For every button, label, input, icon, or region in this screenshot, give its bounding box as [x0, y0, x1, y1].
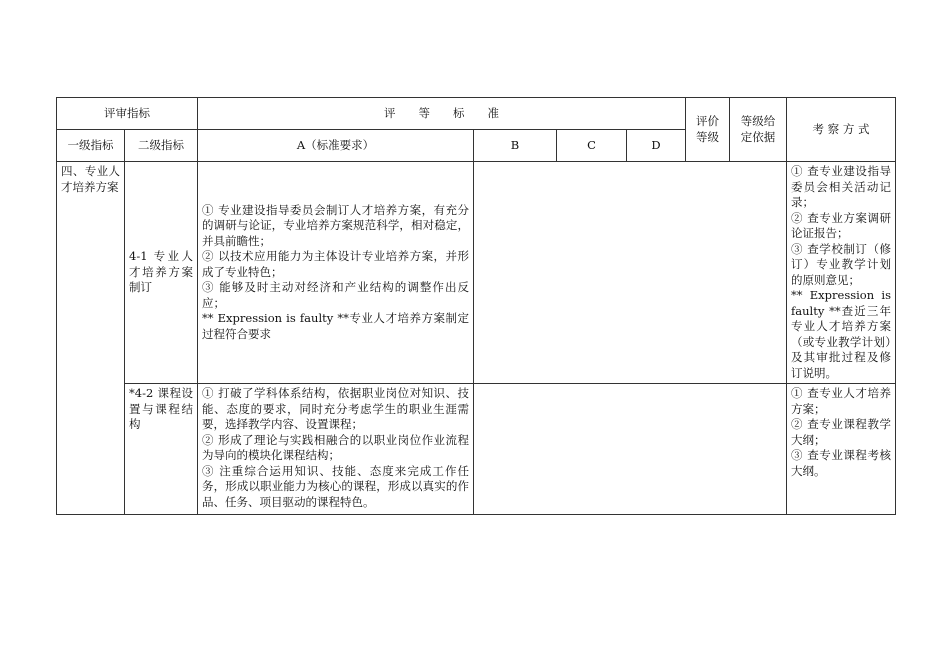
standard-a-line: ② 形成了理论与实践相融合的以职业岗位作业流程为导向的模块化课程结构； — [202, 432, 469, 462]
header-review-indicator: 评审指标 — [57, 98, 198, 130]
header-col-c: C — [557, 130, 627, 162]
method-line: ② 查专业方案调研论证报告； — [791, 210, 891, 240]
method-cell — [787, 384, 896, 515]
header-grade: 评价 等级 — [686, 98, 730, 162]
method-line: ** Expression is faulty **查近三年专业人才培养方案（或专业教学计划）及其审批过程及修订说明。 — [791, 288, 891, 380]
method-line: ② 查专业课程教学大纲； — [791, 417, 891, 447]
header-level2: 二级指标 — [125, 130, 198, 162]
level1-indicator: 四、专业人才培养方案 — [57, 162, 125, 515]
standard-a-line: ① 专业建设指导委员会制订人才培养方案，有充分的调研与论证，专业培养方案规范科学，相对稳定，并具前瞻性； — [202, 202, 469, 248]
header-standard: 评 等 标 准 — [198, 98, 686, 130]
header-level1: 一级指标 — [57, 130, 125, 162]
header-col-d: D — [627, 130, 686, 162]
standard-a-line: ③ 能够及时主动对经济和产业结构的调整作出反应； — [202, 280, 469, 310]
grade-blank-cell — [474, 384, 787, 515]
standard-a-line: ① 打破了学科体系结构，依据职业岗位对知识、技能、态度的要求，同时充分考虑学生的职业生涯需要，选择教学内容、设置课程； — [202, 386, 469, 431]
method-cell — [787, 162, 896, 384]
method-line: ① 查专业建设指导委员会相关活动记录； — [791, 164, 891, 209]
header-col-a: A（标准要求） — [198, 130, 474, 162]
standard-a-line: ② 以技术应用能力为主体设计专业培养方案，并形成了专业特色； — [202, 249, 469, 279]
method-line: ① 查专业人才培养方案； — [791, 386, 891, 416]
header-basis: 等级给 定依据 — [730, 98, 787, 162]
evaluation-table — [56, 97, 896, 515]
method-line: ③ 查专业课程考核大纲。 — [791, 448, 891, 478]
table-row — [57, 162, 896, 384]
level2-indicator: 4-1 专业人才培养方案制订 — [125, 162, 198, 384]
header-method: 考 察 方 式 — [787, 98, 896, 162]
standard-a-cell — [198, 162, 474, 384]
level2-indicator: *4-2 课程设置与课程结构 — [125, 384, 198, 515]
grade-blank-cell — [474, 162, 787, 384]
method-line: ③ 查学校制订（修订）专业教学计划的原则意见； — [791, 241, 891, 287]
standard-a-cell — [198, 384, 474, 515]
table-row — [57, 384, 896, 515]
standard-a-line: ** Expression is faulty **专业人才培养方案制定过程符合要求 — [202, 311, 469, 341]
header-col-b: B — [474, 130, 557, 162]
standard-a-line: ③ 注重综合运用知识、技能、态度来完成工作任务，形成以职业能力为核心的课程，形成以真实的作品、任务、项目驱动的课程特色。 — [202, 463, 469, 509]
